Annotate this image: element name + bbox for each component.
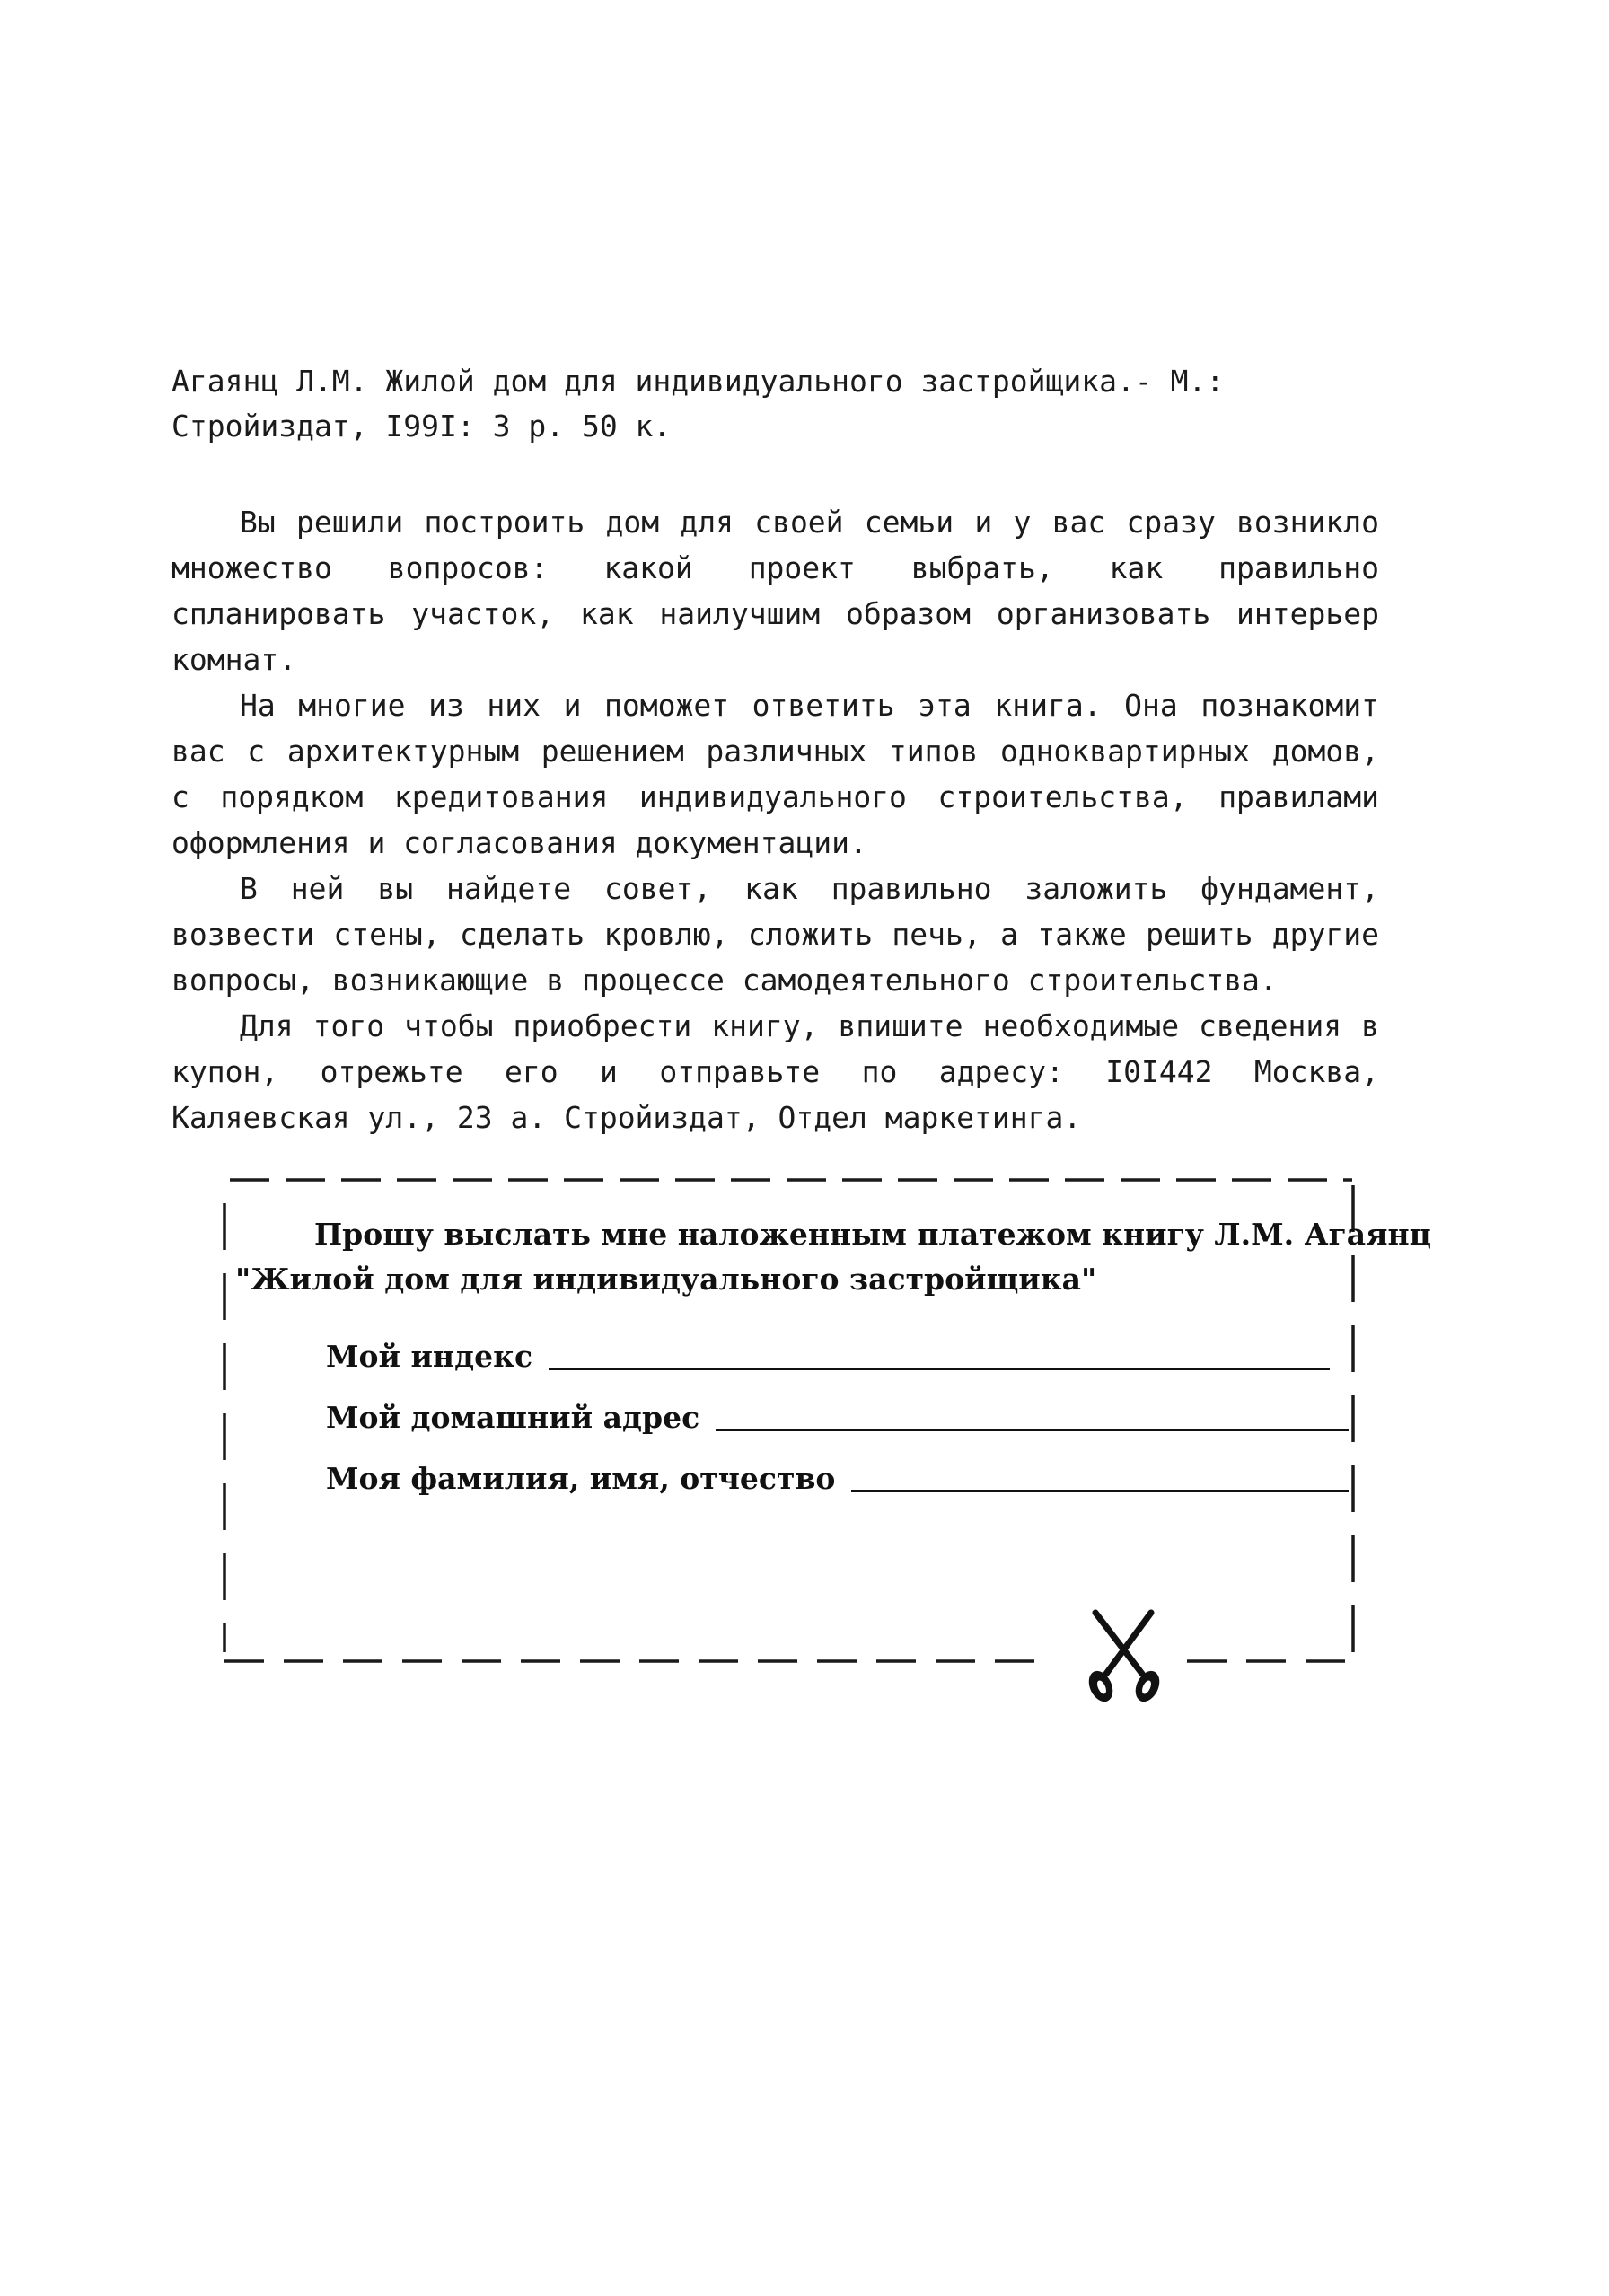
bibliographic-citation (171, 359, 1429, 449)
paragraph: Вы решили построить дом для своей семьи и у вас сразу возникло множество вопросов: какой проект выбрать, как правильно спланировать участок, как наилучшим образом организовать интерьер комнат. (171, 505, 1379, 677)
order-coupon (219, 1167, 1431, 1670)
paragraph: Для того чтобы приобрести книгу, впишите необходимые сведения в купон, отрежьте его и отправьте по адресу: I0I442 Москва, Каляевская ул., 23 а. Стройиздат, Отдел маркетинга. (171, 1008, 1379, 1135)
coupon-content (235, 1212, 1431, 1501)
postal-code-field (235, 1318, 1349, 1379)
paragraph: На многие из них и поможет ответить эта книга. Она познакомит вас с архитектурным решением различных типов одноквартирных домов, с порядком кредитования индивидуального строительства, правилами оформления и согласования документации. (171, 688, 1379, 860)
field-label: Мой домашний адрес (326, 1400, 700, 1435)
paragraph: В ней вы найдете совет, как правильно заложить фундамент, возвести стены, сделать кровлю, сложить печь, а также решить другие вопросы, возникающие в процессе самодеятельного строительства. (171, 871, 1379, 998)
home-address-blank-line[interactable] (716, 1429, 1349, 1431)
scissors-icon (1079, 1609, 1169, 1708)
full-name-field (235, 1440, 1349, 1501)
field-label: Моя фамилия, имя, отчество (326, 1461, 836, 1496)
citation-line: Агаянц Л.М. Жилой дом для индивидуального застройщика.- М.: (171, 364, 1225, 399)
coupon-fields (235, 1318, 1349, 1501)
order-request (235, 1212, 1431, 1302)
request-line: Прошу выслать мне наложенным платежом книгу Л.М. Агаянц (314, 1217, 1431, 1252)
postal-code-blank-line[interactable] (549, 1368, 1330, 1370)
request-line: "Жилой дом для индивидуального застройщика" (235, 1262, 1097, 1297)
field-label: Мой индекс (326, 1339, 533, 1374)
full-name-blank-line[interactable] (851, 1490, 1349, 1492)
home-address-field (235, 1379, 1349, 1440)
book-description (171, 499, 1379, 1140)
citation-line: Стройиздат, I99I: 3 р. 50 к. (171, 409, 672, 444)
